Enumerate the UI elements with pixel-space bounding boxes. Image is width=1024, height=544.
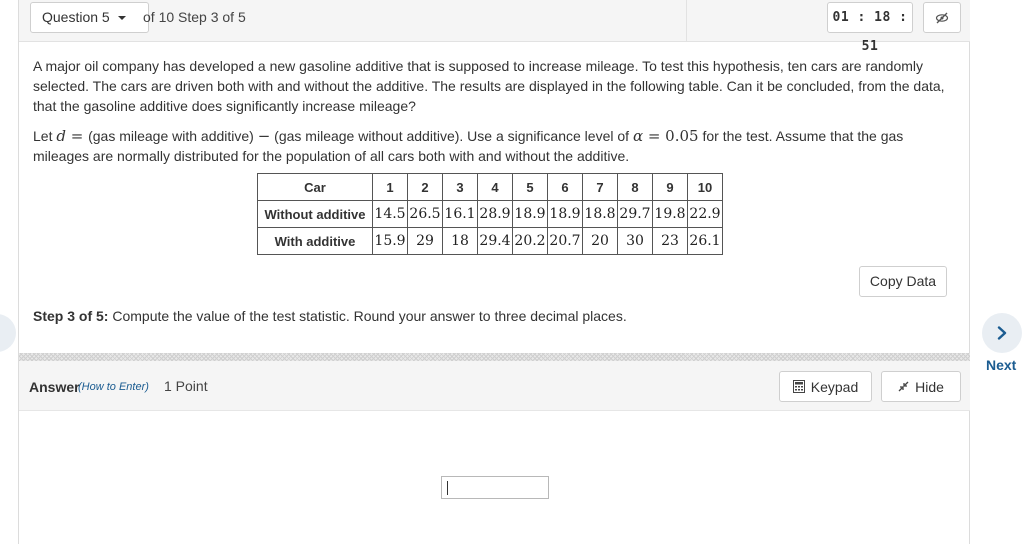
table-cell: 18.8 bbox=[583, 201, 618, 228]
table-cell: 23 bbox=[653, 228, 688, 255]
table-cell: 26.5 bbox=[408, 201, 443, 228]
table-header-cell: 5 bbox=[513, 174, 548, 201]
table-cell: 16.1 bbox=[443, 201, 478, 228]
collapse-icon bbox=[898, 381, 909, 392]
table-row-label: Without additive bbox=[258, 201, 373, 228]
table-cell: 15.9 bbox=[373, 228, 408, 255]
divider bbox=[686, 0, 687, 42]
table-cell: 18.9 bbox=[548, 201, 583, 228]
table-row bbox=[258, 201, 723, 228]
text: for the test. Assume that the gas mileages are normally distributed for the population of all cars both with and without the additive. bbox=[33, 128, 904, 164]
table-header-cell: 1 bbox=[373, 174, 408, 201]
table-cell: 20.7 bbox=[548, 228, 583, 255]
table-header-row bbox=[258, 174, 723, 201]
math-alpha-value: = 0.05 bbox=[643, 127, 699, 145]
table-header-cell: 9 bbox=[653, 174, 688, 201]
table-header-cell: 2 bbox=[408, 174, 443, 201]
table-header-cell: 8 bbox=[618, 174, 653, 201]
step-instruction bbox=[33, 308, 627, 324]
text: Let bbox=[33, 128, 57, 144]
table-cell: 28.9 bbox=[478, 201, 513, 228]
table-cell: 29.4 bbox=[478, 228, 513, 255]
table-cell: 26.1 bbox=[688, 228, 723, 255]
text-cursor bbox=[447, 481, 448, 495]
table-cell: 20 bbox=[583, 228, 618, 255]
table-cell: 18.9 bbox=[513, 201, 548, 228]
timer: 01 : 18 : 51 bbox=[827, 2, 913, 33]
math-d: d bbox=[56, 127, 66, 145]
previous-button[interactable] bbox=[0, 314, 16, 352]
hide-timer-button[interactable] bbox=[923, 2, 961, 33]
text: (gas mileage with additive) bbox=[88, 128, 258, 144]
question-paragraph-definition bbox=[33, 126, 949, 166]
answer-input[interactable] bbox=[441, 476, 549, 499]
table-header-cell: 6 bbox=[548, 174, 583, 201]
divider-hatched bbox=[19, 353, 970, 361]
table-cell: 19.8 bbox=[653, 201, 688, 228]
answer-bar bbox=[19, 361, 970, 411]
math-alpha: α bbox=[632, 127, 644, 145]
data-table bbox=[257, 173, 723, 255]
question-panel bbox=[18, 0, 970, 544]
progress-text: of 10 Step 3 of 5 bbox=[143, 9, 246, 25]
next-button[interactable] bbox=[982, 313, 1022, 353]
question-paragraph: A major oil company has developed a new gasoline additive that is supposed to increase mileage. To test this hypothesis, ten cars are randomly selected. The cars are driven both with and without the additive. The results are displayed in the following table. Can it be concluded, from the data, that the gasoline additive does significantly increase mileage? bbox=[33, 58, 945, 114]
table-cell: 29 bbox=[408, 228, 443, 255]
left-gutter bbox=[0, 0, 18, 544]
top-bar bbox=[19, 0, 970, 54]
table-cell: 18 bbox=[443, 228, 478, 255]
math-minus: − bbox=[257, 127, 271, 145]
question-select-label: Question 5 bbox=[42, 9, 110, 25]
table-cell: 14.5 bbox=[373, 201, 408, 228]
step-text: Compute the value of the test statistic. Round your answer to three decimal places. bbox=[108, 308, 627, 324]
how-to-enter-link[interactable]: (How to Enter) bbox=[78, 381, 149, 393]
table-header-cell: 7 bbox=[583, 174, 618, 201]
copy-data-button[interactable]: Copy Data bbox=[859, 266, 947, 297]
eye-slash-icon bbox=[935, 12, 949, 24]
table-cell: 29.7 bbox=[618, 201, 653, 228]
table-header-cell: 3 bbox=[443, 174, 478, 201]
table-header-cell: Car bbox=[258, 174, 373, 201]
step-prefix: Step 3 of 5: bbox=[33, 308, 109, 324]
text: (gas mileage without additive). Use a significance level of bbox=[270, 128, 633, 144]
keypad-label: Keypad bbox=[810, 378, 859, 395]
table-row-label: With additive bbox=[258, 228, 373, 255]
caret-down-icon bbox=[118, 16, 126, 20]
calculator-icon bbox=[793, 380, 805, 393]
points-label: 1 Point bbox=[164, 378, 208, 394]
table-cell: 30 bbox=[618, 228, 653, 255]
math-eq: = bbox=[65, 127, 89, 145]
question-select[interactable] bbox=[30, 2, 149, 33]
table-header-cell: 10 bbox=[688, 174, 723, 201]
hide-button[interactable] bbox=[881, 371, 961, 402]
hide-label: Hide bbox=[915, 378, 944, 395]
chevron-right-icon bbox=[997, 326, 1007, 340]
table-cell: 20.2 bbox=[513, 228, 548, 255]
table-row bbox=[258, 228, 723, 255]
keypad-button[interactable] bbox=[779, 371, 872, 402]
answer-label: Answer bbox=[29, 379, 80, 395]
next-label[interactable]: Next bbox=[986, 357, 1017, 373]
table-cell: 22.9 bbox=[688, 201, 723, 228]
question-text bbox=[33, 56, 949, 166]
table-header-cell: 4 bbox=[478, 174, 513, 201]
